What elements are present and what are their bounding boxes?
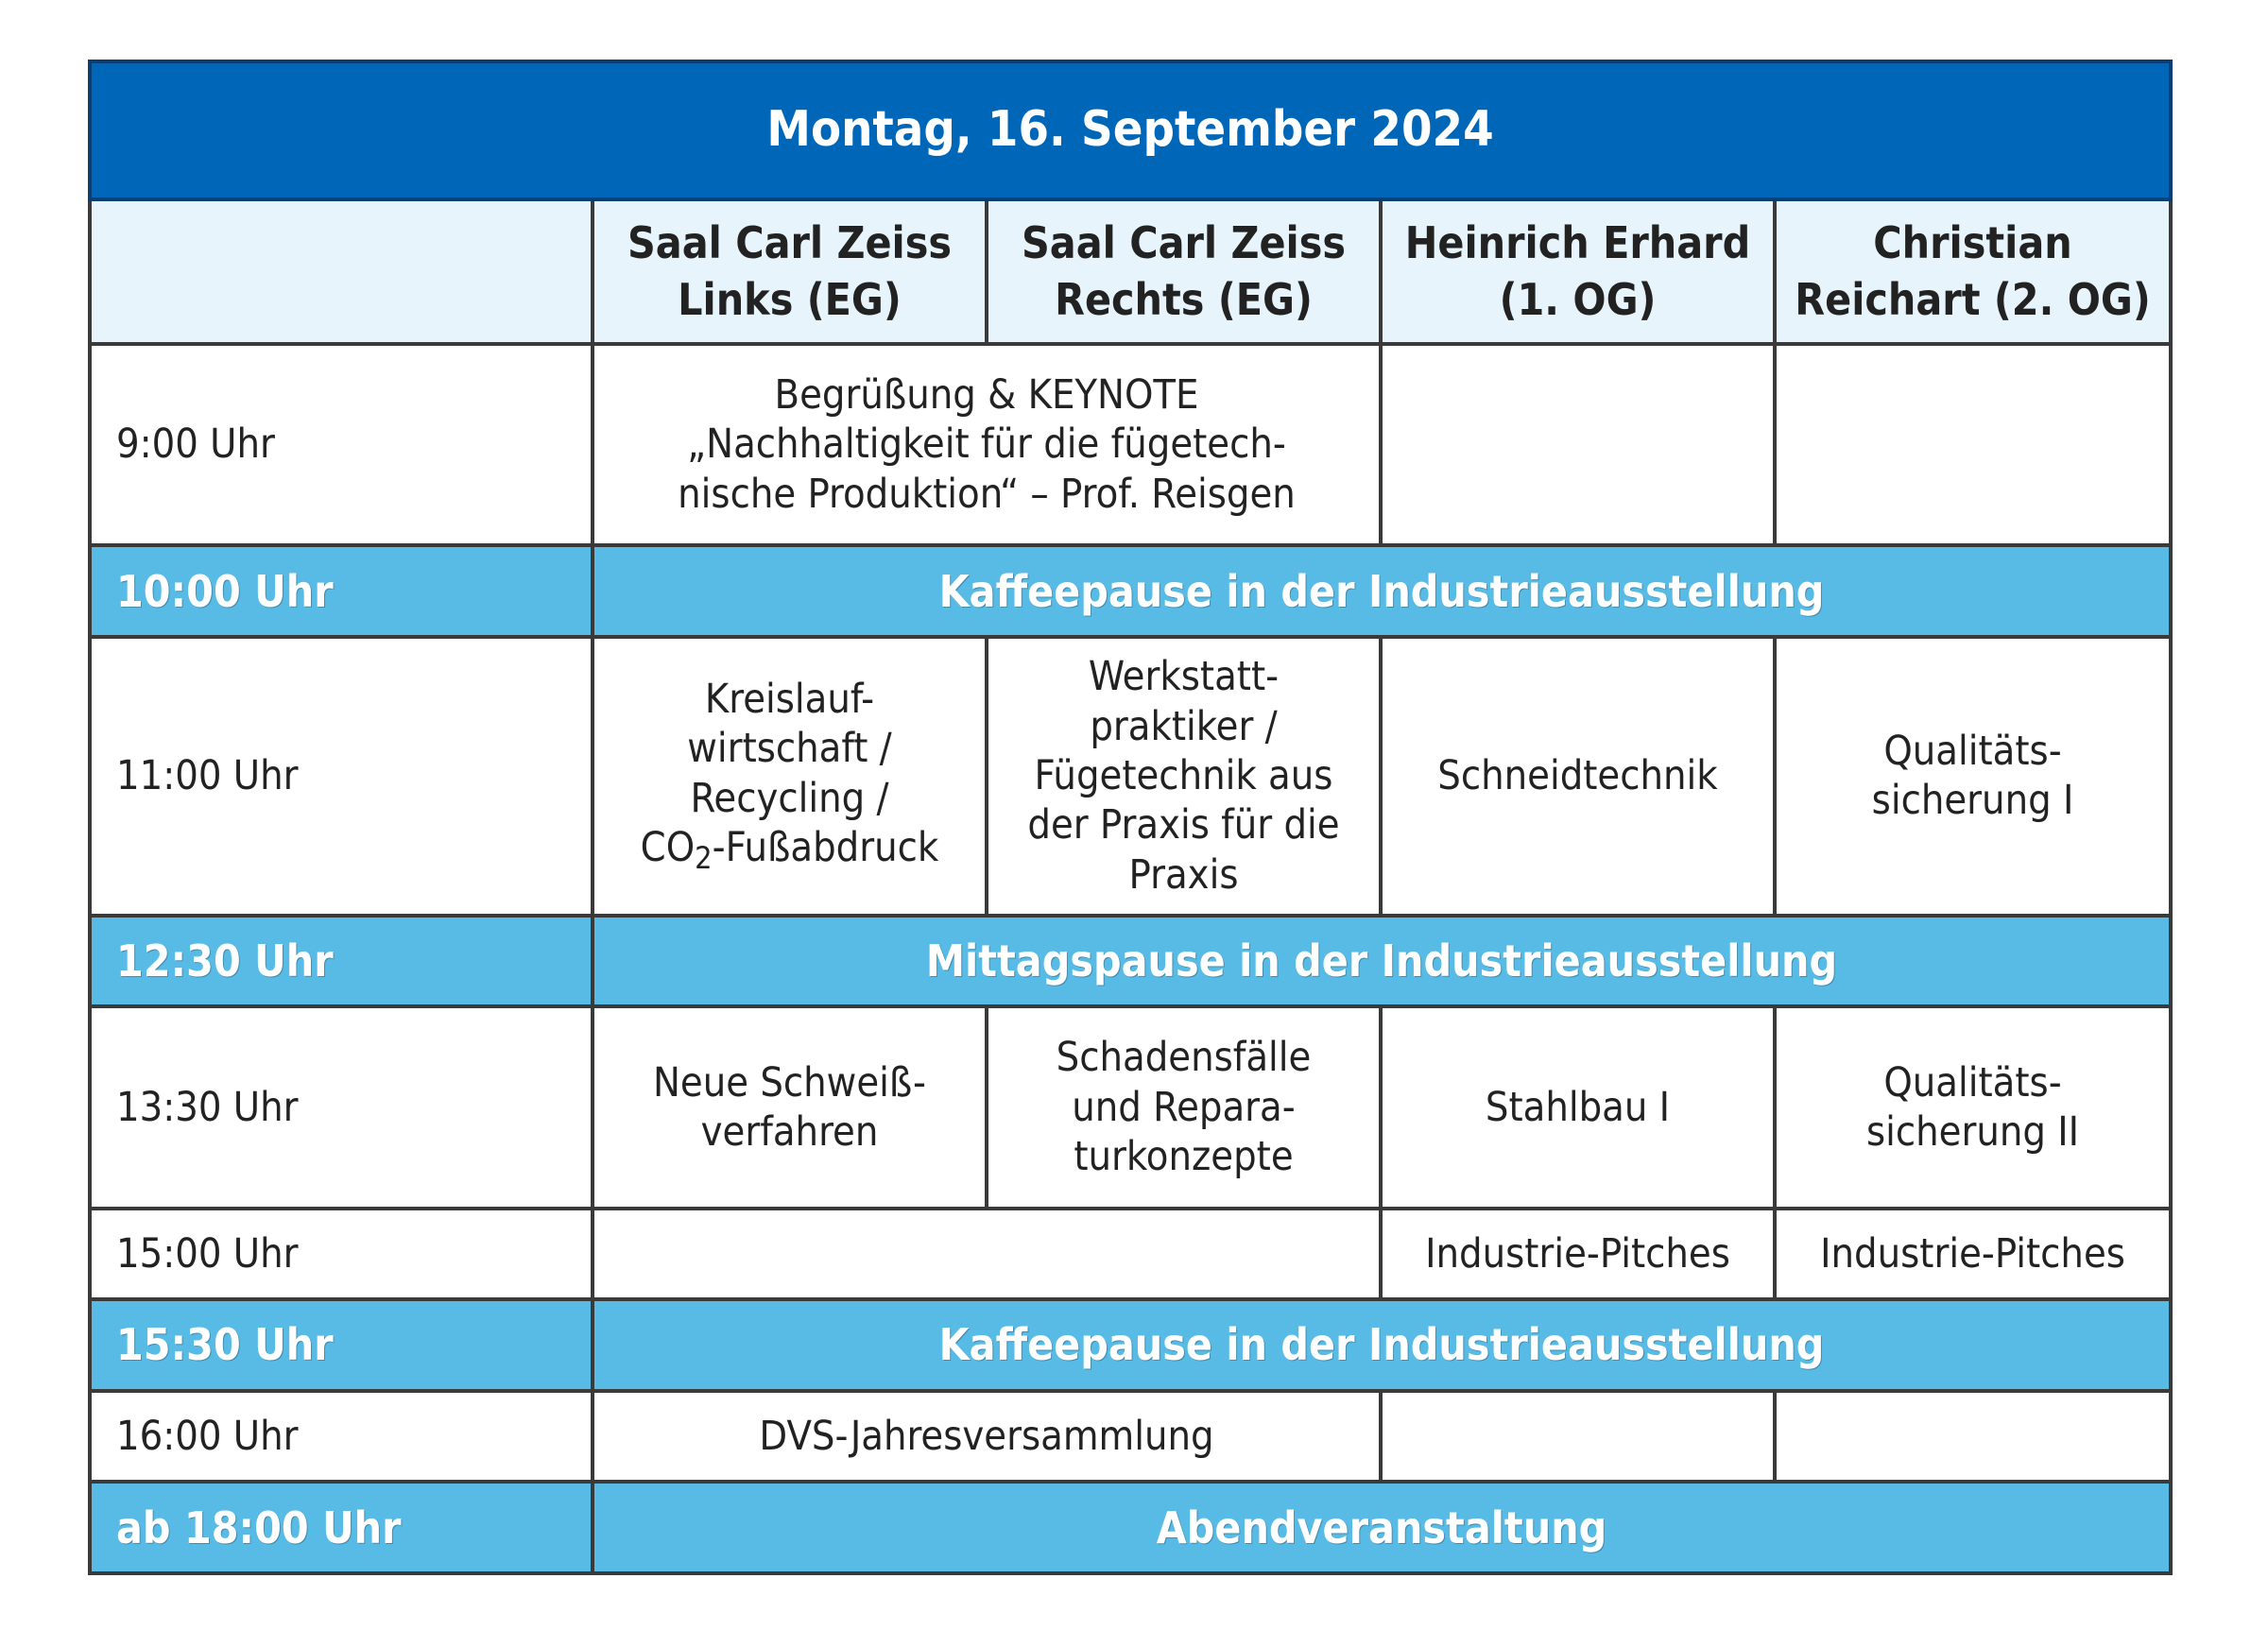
room-header-carl-zeiss-rechts: Saal Carl Zeiss Rechts (EG) bbox=[987, 199, 1381, 343]
time-cell: 10:00 Uhr bbox=[90, 545, 593, 637]
time-cell: ab 18:00 Uhr bbox=[90, 1482, 593, 1573]
row-break-lunch bbox=[90, 916, 2171, 1007]
row-break-coffee-1 bbox=[90, 545, 2171, 637]
empty-cell bbox=[1381, 1391, 1775, 1483]
session-industrie-pitches-erhard: Industrie-Pitches bbox=[1381, 1209, 1775, 1300]
session-qualitaetssicherung-2: Qualitäts- sicherung II bbox=[1775, 1006, 2171, 1208]
time-cell: 15:00 Uhr bbox=[90, 1209, 593, 1300]
row-break-coffee-2 bbox=[90, 1299, 2171, 1391]
break-label: Kaffeepause in der Industrieausstellung bbox=[593, 1299, 2171, 1391]
session-neue-schweissverfahren: Neue Schweiß- verfahren bbox=[593, 1006, 987, 1208]
time-cell: 11:00 Uhr bbox=[90, 637, 593, 916]
empty-cell bbox=[1775, 344, 2171, 545]
time-cell: 15:30 Uhr bbox=[90, 1299, 593, 1391]
session-werkstattpraktiker: Werkstatt- praktiker / Fügetechnik aus der Praxis für die Praxis bbox=[987, 637, 1381, 916]
break-label: Abendveranstaltung bbox=[593, 1482, 2171, 1573]
row-keynote bbox=[90, 344, 2171, 545]
row-evening bbox=[90, 1482, 2171, 1573]
break-label: Kaffeepause in der Industrieausstellung bbox=[593, 545, 2171, 637]
session-qualitaetssicherung-1: Qualitäts- sicherung I bbox=[1775, 637, 2171, 916]
room-header-row bbox=[90, 199, 2171, 343]
room-header-heinrich-erhard: Heinrich Erhard (1. OG) bbox=[1381, 199, 1775, 343]
time-cell: 13:30 Uhr bbox=[90, 1006, 593, 1208]
row-session-block-1 bbox=[90, 637, 2171, 916]
empty-cell bbox=[1381, 344, 1775, 545]
row-pitches bbox=[90, 1209, 2171, 1300]
row-session-block-2 bbox=[90, 1006, 2171, 1208]
time-cell: 16:00 Uhr bbox=[90, 1391, 593, 1483]
room-header-carl-zeiss-links: Saal Carl Zeiss Links (EG) bbox=[593, 199, 987, 343]
session-keynote: Begrüßung & KEYNOTE „Nachhaltigkeit für die fügetech- nische Produktion“ – Prof. Reisgen bbox=[593, 344, 1381, 545]
session-industrie-pitches-reichart: Industrie-Pitches bbox=[1775, 1209, 2171, 1300]
session-kreislaufwirtschaft: Kreislauf- wirtschaft / Recycling / $CO_2$-Fußabdruck bbox=[593, 637, 987, 916]
empty-cell bbox=[593, 1209, 1381, 1300]
session-stahlbau-1: Stahlbau I bbox=[1381, 1006, 1775, 1208]
time-column-header bbox=[90, 199, 593, 343]
session-dvs-jahresversammlung: DVS-Jahresversammlung bbox=[593, 1391, 1381, 1483]
schedule-table bbox=[88, 60, 2173, 1575]
time-cell: 12:30 Uhr bbox=[90, 916, 593, 1007]
room-header-christian-reichart: Christian Reichart (2. OG) bbox=[1775, 199, 2171, 343]
day-title: Montag, 16. September 2024 bbox=[90, 61, 2171, 199]
session-schneidtechnik: Schneidtechnik bbox=[1381, 637, 1775, 916]
row-assembly bbox=[90, 1391, 2171, 1483]
title-row bbox=[90, 61, 2171, 199]
empty-cell bbox=[1775, 1391, 2171, 1483]
session-schadensfaelle: Schadensfälle und Repara- turkonzepte bbox=[987, 1006, 1381, 1208]
break-label: Mittagspause in der Industrieausstellung bbox=[593, 916, 2171, 1007]
time-cell: 9:00 Uhr bbox=[90, 344, 593, 545]
